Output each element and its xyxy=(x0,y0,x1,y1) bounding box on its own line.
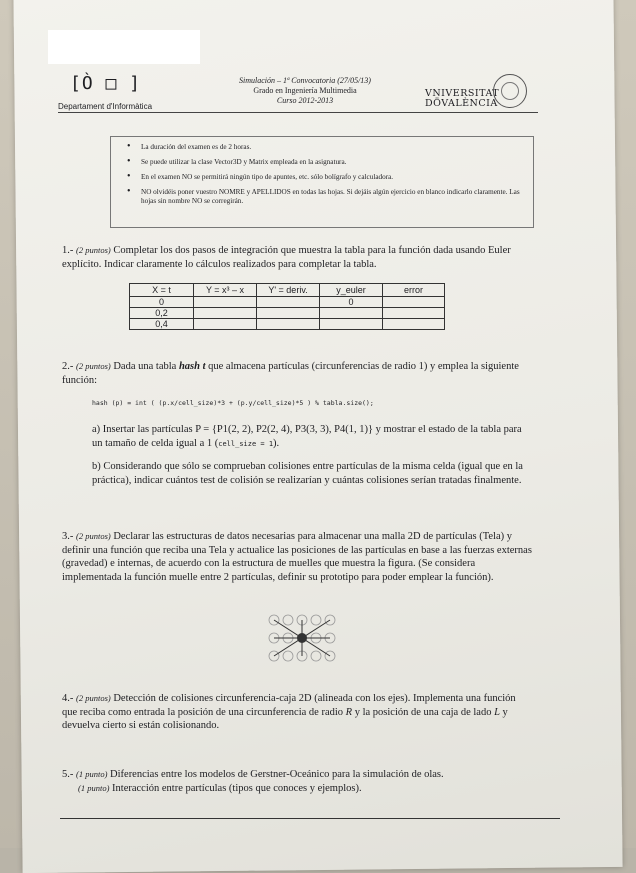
q1-points: (2 puntos) xyxy=(76,245,111,255)
q4-text-c: y devuelva cierto si están colisionando. xyxy=(62,706,508,731)
col-header-error: error xyxy=(383,284,445,297)
q2-intro-b: que almacena partículas (circunferencias de radio 1) y emplea la siguiente función: xyxy=(62,361,519,386)
cell xyxy=(194,297,257,308)
q4-number: 4.- xyxy=(62,693,74,704)
table-row xyxy=(130,319,445,330)
cell xyxy=(257,308,320,319)
cell xyxy=(320,319,383,330)
cell xyxy=(194,308,257,319)
q3-number: 3.- xyxy=(62,531,74,542)
q4-points: (2 puntos) xyxy=(76,693,111,703)
q5-item-1 xyxy=(62,768,532,782)
question-2 xyxy=(62,360,532,387)
exam-title: Simulación – 1ª Convocatoria (27/05/13) xyxy=(239,76,371,85)
q5-text-1: Diferencias entre los modelos de Gerstner-Oceánico para la simulación de olas. xyxy=(110,769,444,780)
q1-text: Completar los dos pasos de integración que muestra la tabla para la función dada usando Euler explícito. Indicar claramente lo cálculos realizados para completar la tabla. xyxy=(62,245,511,270)
col-header-y: Y = x³ – x xyxy=(194,284,257,297)
q4-text-a: Detección de colisiones circunferencia-caja 2D (alineada con los ejes). Implementa una función que reciba como entrada la posición de una circunferencia de radio xyxy=(62,693,516,718)
q2-part-a-code: cell_size = 1 xyxy=(218,439,274,448)
exam-header xyxy=(200,76,410,106)
q4-var-r: R xyxy=(345,706,353,718)
table-row xyxy=(130,308,445,319)
university-seal-icon xyxy=(493,74,527,108)
hash-code: hash (p) = int ( (p.x/cell_size)*3 + (p.y/cell_size)*5 ) % tabla.size(); xyxy=(92,399,374,407)
q5-points-1: (1 punto) xyxy=(76,769,108,779)
col-header-deriv: Y' = deriv. xyxy=(257,284,320,297)
euler-table xyxy=(129,283,445,330)
col-header-x: X = t xyxy=(130,284,194,297)
question-4 xyxy=(62,692,532,733)
cell: 0,4 xyxy=(130,319,194,330)
q3-points: (2 puntos) xyxy=(76,531,111,541)
rules-list xyxy=(111,137,533,206)
rule-item: • Se puede utilizar la clase Vector3D y Matrix empleada en la asignatura. xyxy=(141,158,521,167)
redacted-name-box xyxy=(48,30,200,64)
q2-part-b: b) Considerando que sólo se comprueban colisiones entre partículas de la misma celda (igual que en la práctica), indicar cuántos test de colisión se realizarían y cuántas colisiones serían tratadas finalmente. xyxy=(92,461,523,486)
q1-number: 1.- xyxy=(62,245,74,256)
cell: 0 xyxy=(130,297,194,308)
q5-item-2 xyxy=(62,782,532,796)
cell xyxy=(320,308,383,319)
rule-item: • La duración del examen es de 2 horas. xyxy=(141,143,521,152)
q5-points-2: (1 punto) xyxy=(78,782,110,793)
question-5 xyxy=(62,768,532,795)
university-name-line1: VNIVERSITAT xyxy=(425,88,500,99)
cell xyxy=(383,308,445,319)
q2-hash-var: hash t xyxy=(178,361,206,372)
bottom-divider xyxy=(60,818,560,819)
university-logo xyxy=(425,89,499,109)
q2-intro-a: Dada una tabla xyxy=(113,361,177,372)
exam-degree: Grado en Ingeniería Multimedia xyxy=(253,86,357,95)
col-header-y-euler: y_euler xyxy=(320,284,383,297)
q5-text-2: Interacción entre partículas (tipos que conoces y ejemplos). xyxy=(112,782,362,794)
q2-part-a-text-2: ). xyxy=(273,437,280,449)
exam-course: Curso 2012-2013 xyxy=(276,96,334,105)
cell: 0,2 xyxy=(130,308,194,319)
spring-structure-figure xyxy=(262,610,342,666)
q2-number: 2.- xyxy=(62,361,74,372)
table-row xyxy=(130,297,445,308)
q2-part-a xyxy=(92,423,524,451)
rule-item: • NO olvidéis poner vuestro NOMRE y APELLIDOS en todas las hojas. Si dejáis algún ejercicio en blanco indicarlo claramente. Las hojas sin nombre NO se corregirán. xyxy=(141,188,521,206)
q2-part-a-text-1: a) Insertar las partículas P = {P1(2, 2), P2(2, 4), P3(3, 3), P4(1, 1)} y mostrar el estado de la tabla para un tamaño de celda igual a 1 ( xyxy=(92,424,522,449)
cell xyxy=(257,297,320,308)
dept-name: Departament d'Informàtica xyxy=(58,102,153,111)
university-name-line2: DÖVALÈNCIA xyxy=(425,98,498,109)
dept-logo: [Ò □ ] xyxy=(70,73,142,94)
q3-text: Declarar las estructuras de datos necesarias para almacenar una malla 2D de partículas (Tela) y definir una función que reciba una Tela y actualice las posiciones de las partículas en base a las fuerzas externas (gravedad) e internas, de acuerdo con la estructura de muelles que muestra la figura. (Se considera implementada la función muelle entre 2 partículas, definir su prototipo para poder emplear la función). xyxy=(62,531,532,583)
table-header-row xyxy=(130,284,445,297)
question-3 xyxy=(62,530,532,584)
q4-text-b: y la posición de una caja de lado xyxy=(354,706,492,718)
q4-var-l: L xyxy=(494,706,500,718)
cell xyxy=(383,319,445,330)
cell: 0 xyxy=(320,297,383,308)
q2-points: (2 puntos) xyxy=(76,361,111,371)
rule-item: • En el examen NO se permitirá ningún tipo de apuntes, etc. sólo bolígrafo y calculadora. xyxy=(141,173,521,182)
question-1 xyxy=(62,244,532,271)
exam-rules-box xyxy=(110,136,534,228)
cell xyxy=(383,297,445,308)
cell xyxy=(257,319,320,330)
header-divider xyxy=(58,112,538,113)
q5-number: 5.- xyxy=(62,769,74,780)
cell xyxy=(194,319,257,330)
